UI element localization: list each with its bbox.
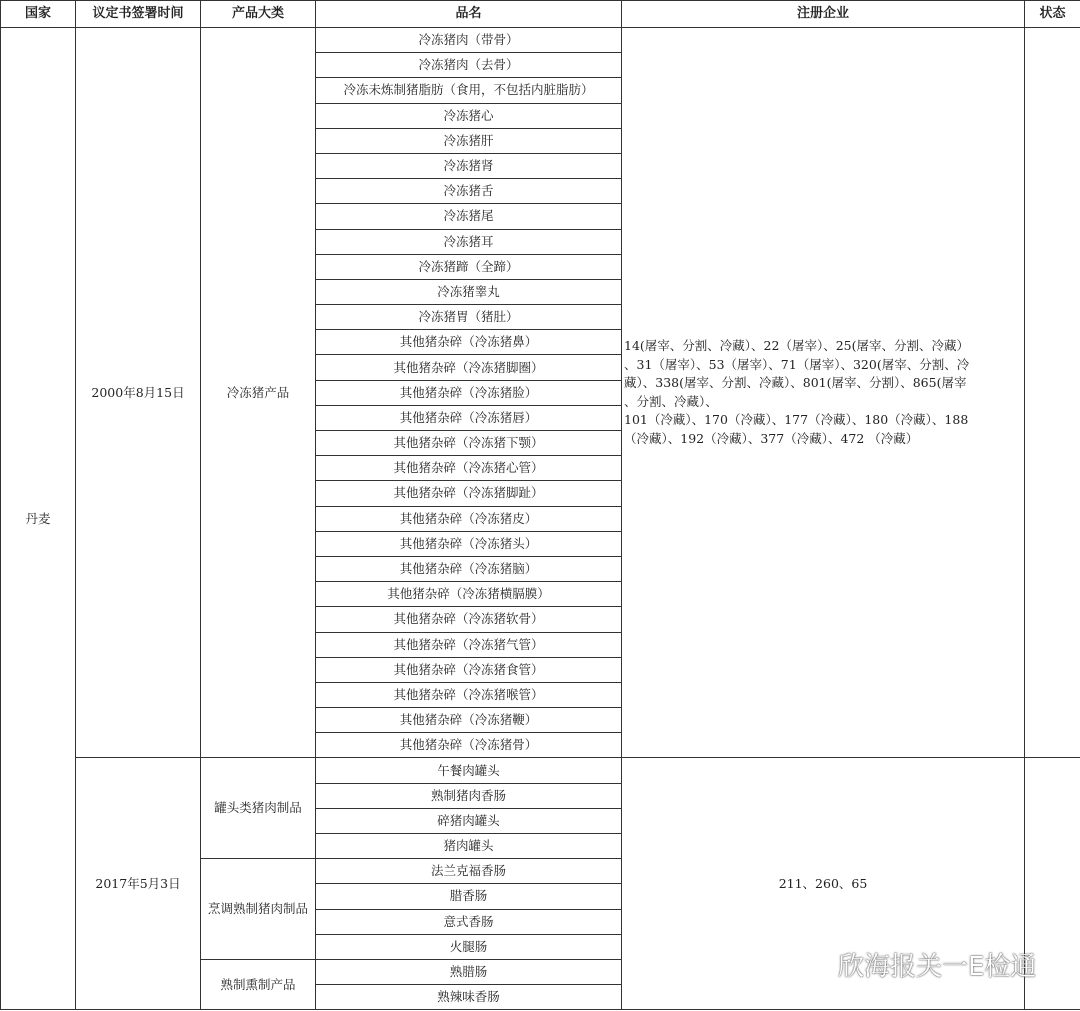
column-header: 议定书签署时间 bbox=[76, 1, 201, 28]
category-cell: 冷冻猪产品 bbox=[201, 28, 316, 758]
product-name-cell: 冷冻未炼制猪脂肪（食用，不包括内脏脂肪） bbox=[316, 78, 622, 103]
product-name-cell: 火腿肠 bbox=[316, 934, 622, 959]
product-name-cell: 其他猪杂碎（冷冻猪脑） bbox=[316, 556, 622, 581]
product-name-cell: 冷冻猪尾 bbox=[316, 204, 622, 229]
product-name-cell: 其他猪杂碎（冷冻猪脚趾） bbox=[316, 481, 622, 506]
header-row bbox=[1, 1, 1080, 28]
category-cell: 罐头类猪肉制品 bbox=[201, 758, 316, 859]
product-name-cell: 其他猪杂碎（冷冻猪软骨） bbox=[316, 607, 622, 632]
product-name-cell: 法兰克福香肠 bbox=[316, 859, 622, 884]
category-cell: 烹调熟制猪肉制品 bbox=[201, 859, 316, 960]
column-header: 产品大类 bbox=[201, 1, 316, 28]
product-name-cell: 其他猪杂碎（冷冻猪食管） bbox=[316, 657, 622, 682]
column-header: 注册企业 bbox=[622, 1, 1025, 28]
column-header: 品名 bbox=[316, 1, 622, 28]
column-header: 国家 bbox=[1, 1, 76, 28]
product-name-cell: 其他猪杂碎（冷冻猪横膈膜） bbox=[316, 582, 622, 607]
product-name-cell: 冷冻猪肝 bbox=[316, 128, 622, 153]
product-name-cell: 其他猪杂碎（冷冻猪脸） bbox=[316, 380, 622, 405]
status-cell bbox=[1025, 28, 1080, 758]
product-name-cell: 冷冻猪耳 bbox=[316, 229, 622, 254]
product-name-cell: 冷冻猪肾 bbox=[316, 153, 622, 178]
enterprises-cell: 14(屠宰、分割、冷藏）、22（屠宰）、25(屠宰、分割、冷藏） 、31（屠宰）、53（屠宰）、71（屠宰）、320(屠宰、分割、冷 藏）、338(屠宰、分割、冷藏）、801(屠宰、分割）、865(屠宰 、分割、冷藏）、 101（冷藏）、170（冷藏）、177（冷藏）、180（冷藏）、188 （冷藏）、192（冷藏）、377（冷藏）、472 （冷藏） bbox=[622, 28, 1025, 758]
product-name-cell: 熟制猪肉香肠 bbox=[316, 783, 622, 808]
watermark-text: 欣海报关一E检通 bbox=[838, 952, 1037, 982]
product-name-cell: 腊香肠 bbox=[316, 884, 622, 909]
product-name-cell: 午餐肉罐头 bbox=[316, 758, 622, 783]
product-name-cell: 其他猪杂碎（冷冻猪心管） bbox=[316, 456, 622, 481]
product-name-cell: 其他猪杂碎（冷冻猪鞭） bbox=[316, 708, 622, 733]
product-name-cell: 碎猪肉罐头 bbox=[316, 808, 622, 833]
signing-date-cell: 2000年8月15日 bbox=[76, 28, 201, 758]
product-name-cell: 冷冻猪舌 bbox=[316, 179, 622, 204]
table-row bbox=[1, 28, 1080, 53]
wechat-icon bbox=[796, 951, 830, 979]
product-name-cell: 其他猪杂碎（冷冻猪骨） bbox=[316, 733, 622, 758]
product-name-cell: 其他猪杂碎（冷冻猪唇） bbox=[316, 405, 622, 430]
watermark bbox=[796, 946, 1036, 983]
product-name-cell: 意式香肠 bbox=[316, 909, 622, 934]
column-header: 状态 bbox=[1025, 1, 1080, 28]
country-cell: 丹麦 bbox=[1, 28, 76, 1010]
product-name-cell: 其他猪杂碎（冷冻猪下颚） bbox=[316, 431, 622, 456]
product-name-cell: 其他猪杂碎（冷冻猪鼻） bbox=[316, 330, 622, 355]
product-name-cell: 冷冻猪肉（带骨） bbox=[316, 28, 622, 53]
enterprises-cell: 211、260、65 bbox=[622, 758, 1025, 1010]
product-name-cell: 冷冻猪肉（去骨） bbox=[316, 53, 622, 78]
product-name-cell: 熟辣味香肠 bbox=[316, 985, 622, 1010]
product-name-cell: 冷冻猪心 bbox=[316, 103, 622, 128]
signing-date-cell: 2017年5月3日 bbox=[76, 758, 201, 1010]
product-name-cell: 其他猪杂碎（冷冻猪气管） bbox=[316, 632, 622, 657]
product-name-cell: 冷冻猪蹄（全蹄） bbox=[316, 254, 622, 279]
product-name-cell: 冷冻猪睾丸 bbox=[316, 279, 622, 304]
product-name-cell: 其他猪杂碎（冷冻猪脚圈） bbox=[316, 355, 622, 380]
product-name-cell: 猪肉罐头 bbox=[316, 834, 622, 859]
product-name-cell: 熟腊肠 bbox=[316, 959, 622, 984]
product-name-cell: 其他猪杂碎（冷冻猪头） bbox=[316, 531, 622, 556]
category-cell: 熟制熏制产品 bbox=[201, 959, 316, 1009]
product-name-cell: 其他猪杂碎（冷冻猪喉管） bbox=[316, 682, 622, 707]
product-name-cell: 其他猪杂碎（冷冻猪皮） bbox=[316, 506, 622, 531]
table-row bbox=[1, 758, 1080, 783]
product-name-cell: 冷冻猪胃（猪肚） bbox=[316, 305, 622, 330]
